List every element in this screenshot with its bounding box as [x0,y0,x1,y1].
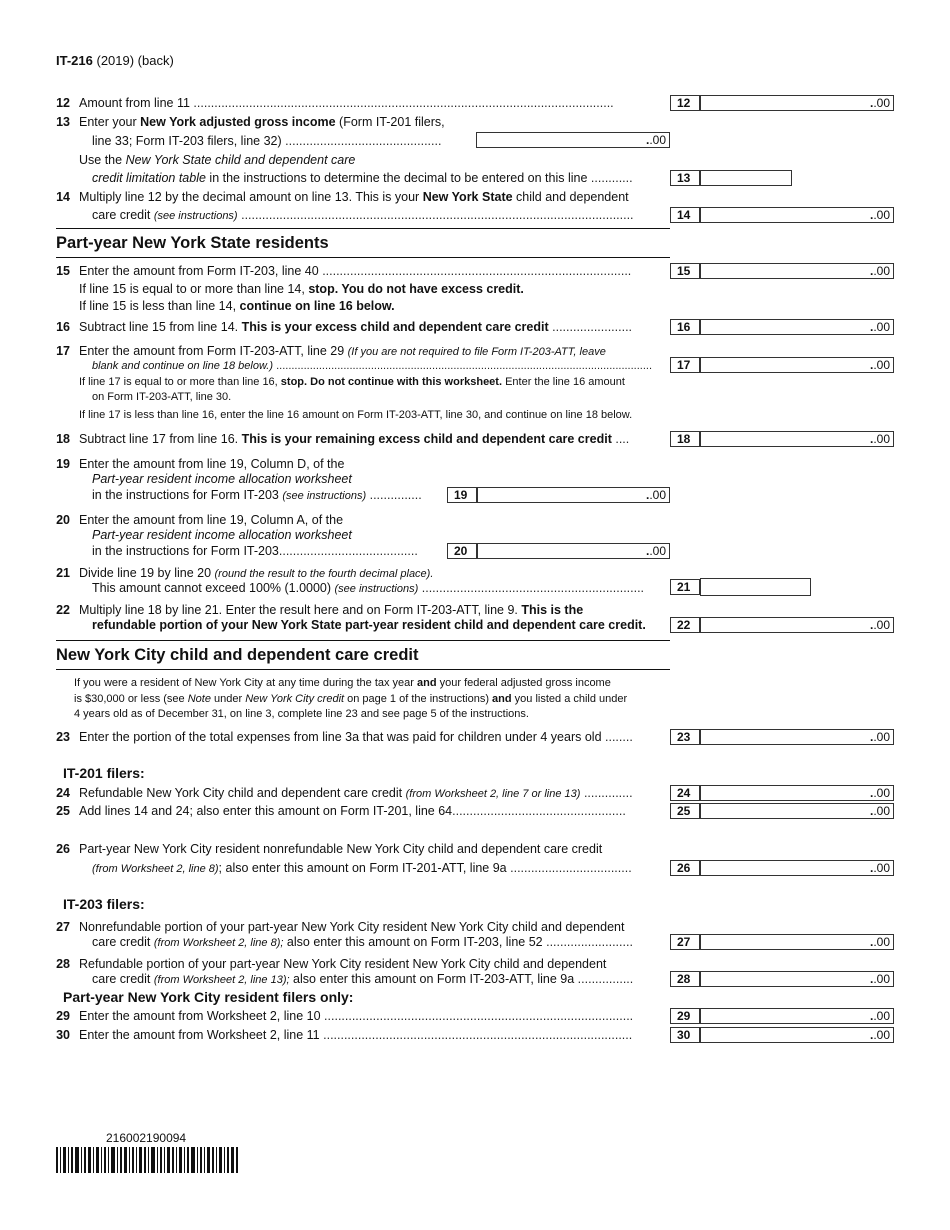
line-22-number: 22 [56,603,70,617]
line-26-label: 26 [670,860,700,876]
line-14-label: 14 [670,207,700,223]
line-26-amount[interactable]: ..00 [700,860,894,876]
line-13-decimal[interactable] [700,170,792,186]
line-20-text: Enter the amount from line 19, Column A, of the [79,513,344,527]
line-19-label: 19 [447,487,477,503]
barcode-number: 216002190094 [106,1131,187,1145]
line-28-text: Refundable portion of your part-year New York City resident New York City child and dependent [79,957,607,971]
line-30-label: 30 [670,1027,700,1043]
line-18-text: Subtract line 17 from line 16. This is your remaining excess child and dependent care credit .... [79,432,630,446]
line-28-amount[interactable]: ..00 [700,971,894,987]
line-23-text: Enter the portion of the total expenses from line 3a that was paid for children under 4 years old ........ [79,730,633,744]
line-25-text: Add lines 14 and 24; also enter this amount on Form IT-201, line 64.................................................. [79,804,626,818]
line-22-text: Multiply line 18 by line 21. Enter the result here and on Form IT-203-ATT, line 9. This is the [79,603,584,617]
line-27-amount[interactable]: ..00 [700,934,894,950]
line-14-number: 14 [56,190,70,204]
line-22-label: 22 [670,617,700,633]
line-14-amount[interactable]: ..00 [700,207,894,223]
line-27-text-2: care credit (from Worksheet 2, line 8); also enter this amount on Form IT-203, line 52 ......................... [92,935,633,949]
line-20-text-3: in the instructions for Form IT-203........................................ [92,544,418,558]
line-18-amount[interactable]: ..00 [700,431,894,447]
line-16-amount[interactable]: ..00 [700,319,894,335]
line-26-text: Part-year New York City resident nonrefundable New York City child and dependent care credit [79,842,603,856]
line-12-text: Amount from line 11 ......................................................................................................................... [79,96,614,110]
line-17-note-1: If line 17 is equal to or more than line 16, stop. Do not continue with this worksheet. Enter the line 16 amount [79,376,625,388]
section-rule [56,669,670,670]
line-28-text-2: care credit (from Worksheet 2, line 13); also enter this amount on Form IT-203-ATT, line 9a ................ [92,972,634,986]
line-19-amount[interactable]: ..00 [477,487,670,503]
line-18-label: 18 [670,431,700,447]
form-header [56,53,174,69]
line-24-text: Refundable New York City child and dependent care credit (from Worksheet 2, line 7 or line 13) .............. [79,786,633,800]
line-13-text-3: Use the New York State child and dependent care [79,153,356,167]
line-26-text-2: (from Worksheet 2, line 8); also enter this amount on Form IT-201-ATT, line 9a ................................... [92,861,632,875]
line-21-ratio[interactable] [700,578,811,596]
line-21-text-2: This amount cannot exceed 100% (1.0000) (see instructions) ................................................................ [92,581,645,595]
line-19-number: 19 [56,457,70,471]
section-rule [56,228,670,229]
line-13-agi-amount[interactable]: ..00 [476,132,670,148]
line-29-text: Enter the amount from Worksheet 2, line 10 ......................................................................................... [79,1009,634,1023]
barcode-image [56,1147,238,1173]
line-15-amount[interactable]: ..00 [700,263,894,279]
line-21-label: 21 [670,579,700,595]
line-24-label: 24 [670,785,700,801]
section-rule [56,257,670,258]
line-12-amount[interactable]: ..00 [700,95,894,111]
line-17-text-2: blank and continue on line 18 below.) ........................................................................................................................... [92,360,653,372]
form-year: (2019) (back) [96,53,174,68]
line-19-text-3: in the instructions for Form IT-203 (see instructions) ............... [92,488,422,502]
line-16-label: 16 [670,319,700,335]
nyc-part-year-heading: Part-year New York City resident filers only: [63,989,354,1005]
line-30-amount[interactable]: ..00 [700,1027,894,1043]
line-27-number: 27 [56,920,70,934]
line-28-label: 28 [670,971,700,987]
line-24-number: 24 [56,786,70,800]
nyc-intro-2: is $30,000 or less (see Note under New York City credit on page 1 of the instructions) and you listed a child under [74,693,628,705]
line-30-number: 30 [56,1028,70,1042]
line-14-text: Multiply line 12 by the decimal amount on line 13. This is your New York State child and dependent [79,190,629,204]
section-rule [56,640,670,641]
line-17-note-2: on Form IT-203-ATT, line 30. [92,391,232,403]
nyc-intro-1: If you were a resident of New York City at any time during the tax year and your federal adjusted gross income [74,677,611,689]
line-15-number: 15 [56,264,70,278]
line-20-text-2: Part-year resident income allocation worksheet [92,528,352,542]
line-21-number: 21 [56,566,70,580]
line-25-number: 25 [56,804,70,818]
line-13-text-2: line 33; Form IT-203 filers, line 32) ............................................. [92,134,442,148]
line-15-note-1: If line 15 is equal to or more than line 14, stop. You do not have excess credit. [79,282,524,296]
line-29-amount[interactable]: ..00 [700,1008,894,1024]
line-19-text-2: Part-year resident income allocation worksheet [92,472,352,486]
line-29-number: 29 [56,1009,70,1023]
line-16-number: 16 [56,320,70,334]
line-27-text: Nonrefundable portion of your part-year New York City resident New York City child and dependent [79,920,625,934]
line-20-label: 20 [447,543,477,559]
line-16-text: Subtract line 15 from line 14. This is your excess child and dependent care credit ....................... [79,320,633,334]
line-22-amount[interactable]: ..00 [700,617,894,633]
line-15-text: Enter the amount from Form IT-203, line 40 ......................................................................................... [79,264,632,278]
line-17-number: 17 [56,344,70,358]
line-13-number: 13 [56,115,70,129]
line-21-text: Divide line 19 by line 20 (round the result to the fourth decimal place). [79,566,434,580]
line-25-amount[interactable]: ..00 [700,803,894,819]
line-17-note-3: If line 17 is less than line 16, enter the line 16 amount on Form IT-203-ATT, line 30, and continue on line 18 below. [79,409,633,421]
line-13-text: Enter your New York adjusted gross income (Form IT-201 filers, [79,115,445,129]
line-26-number: 26 [56,842,70,856]
line-23-label: 23 [670,729,700,745]
line-30-text: Enter the amount from Worksheet 2, line 11 ......................................................................................... [79,1028,633,1042]
line-17-amount[interactable]: ..00 [700,357,894,373]
line-15-label: 15 [670,263,700,279]
it203-filers-heading: IT-203 filers: [63,896,145,912]
line-18-number: 18 [56,432,70,446]
line-29-label: 29 [670,1008,700,1024]
line-22-text-2: refundable portion of your New York State part-year resident child and dependent care credit. [92,618,646,632]
section-nyc-title: New York City child and dependent care credit [56,646,419,664]
line-13-text-4: credit limitation table in the instructions to determine the decimal to be entered on this line ............ [92,171,633,185]
nyc-intro-3: 4 years old as of December 31, on line 3, complete line 23 and see page 5 of the instructions. [74,708,529,720]
line-28-number: 28 [56,957,70,971]
form-id: IT-216 [56,53,93,68]
line-13-label: 13 [670,170,700,186]
line-17-label: 17 [670,357,700,373]
line-24-amount[interactable]: ..00 [700,785,894,801]
line-19-text: Enter the amount from line 19, Column D, of the [79,457,345,471]
line-12-label: 12 [670,95,700,111]
line-20-amount[interactable]: ..00 [477,543,670,559]
section-part-year-title: Part-year New York State residents [56,234,329,252]
line-12-number: 12 [56,96,70,110]
line-14-text-2: care credit (see instructions) ................................................................................................................. [92,208,634,222]
line-20-number: 20 [56,513,70,527]
line-23-number: 23 [56,730,70,744]
line-23-amount[interactable]: ..00 [700,729,894,745]
line-15-note-2: If line 15 is less than line 14, continue on line 16 below. [79,299,395,313]
it201-filers-heading: IT-201 filers: [63,765,145,781]
line-27-label: 27 [670,934,700,950]
line-17-text: Enter the amount from Form IT-203-ATT, line 29 (If you are not required to file Form IT-203-ATT, leave [79,344,606,358]
line-25-label: 25 [670,803,700,819]
